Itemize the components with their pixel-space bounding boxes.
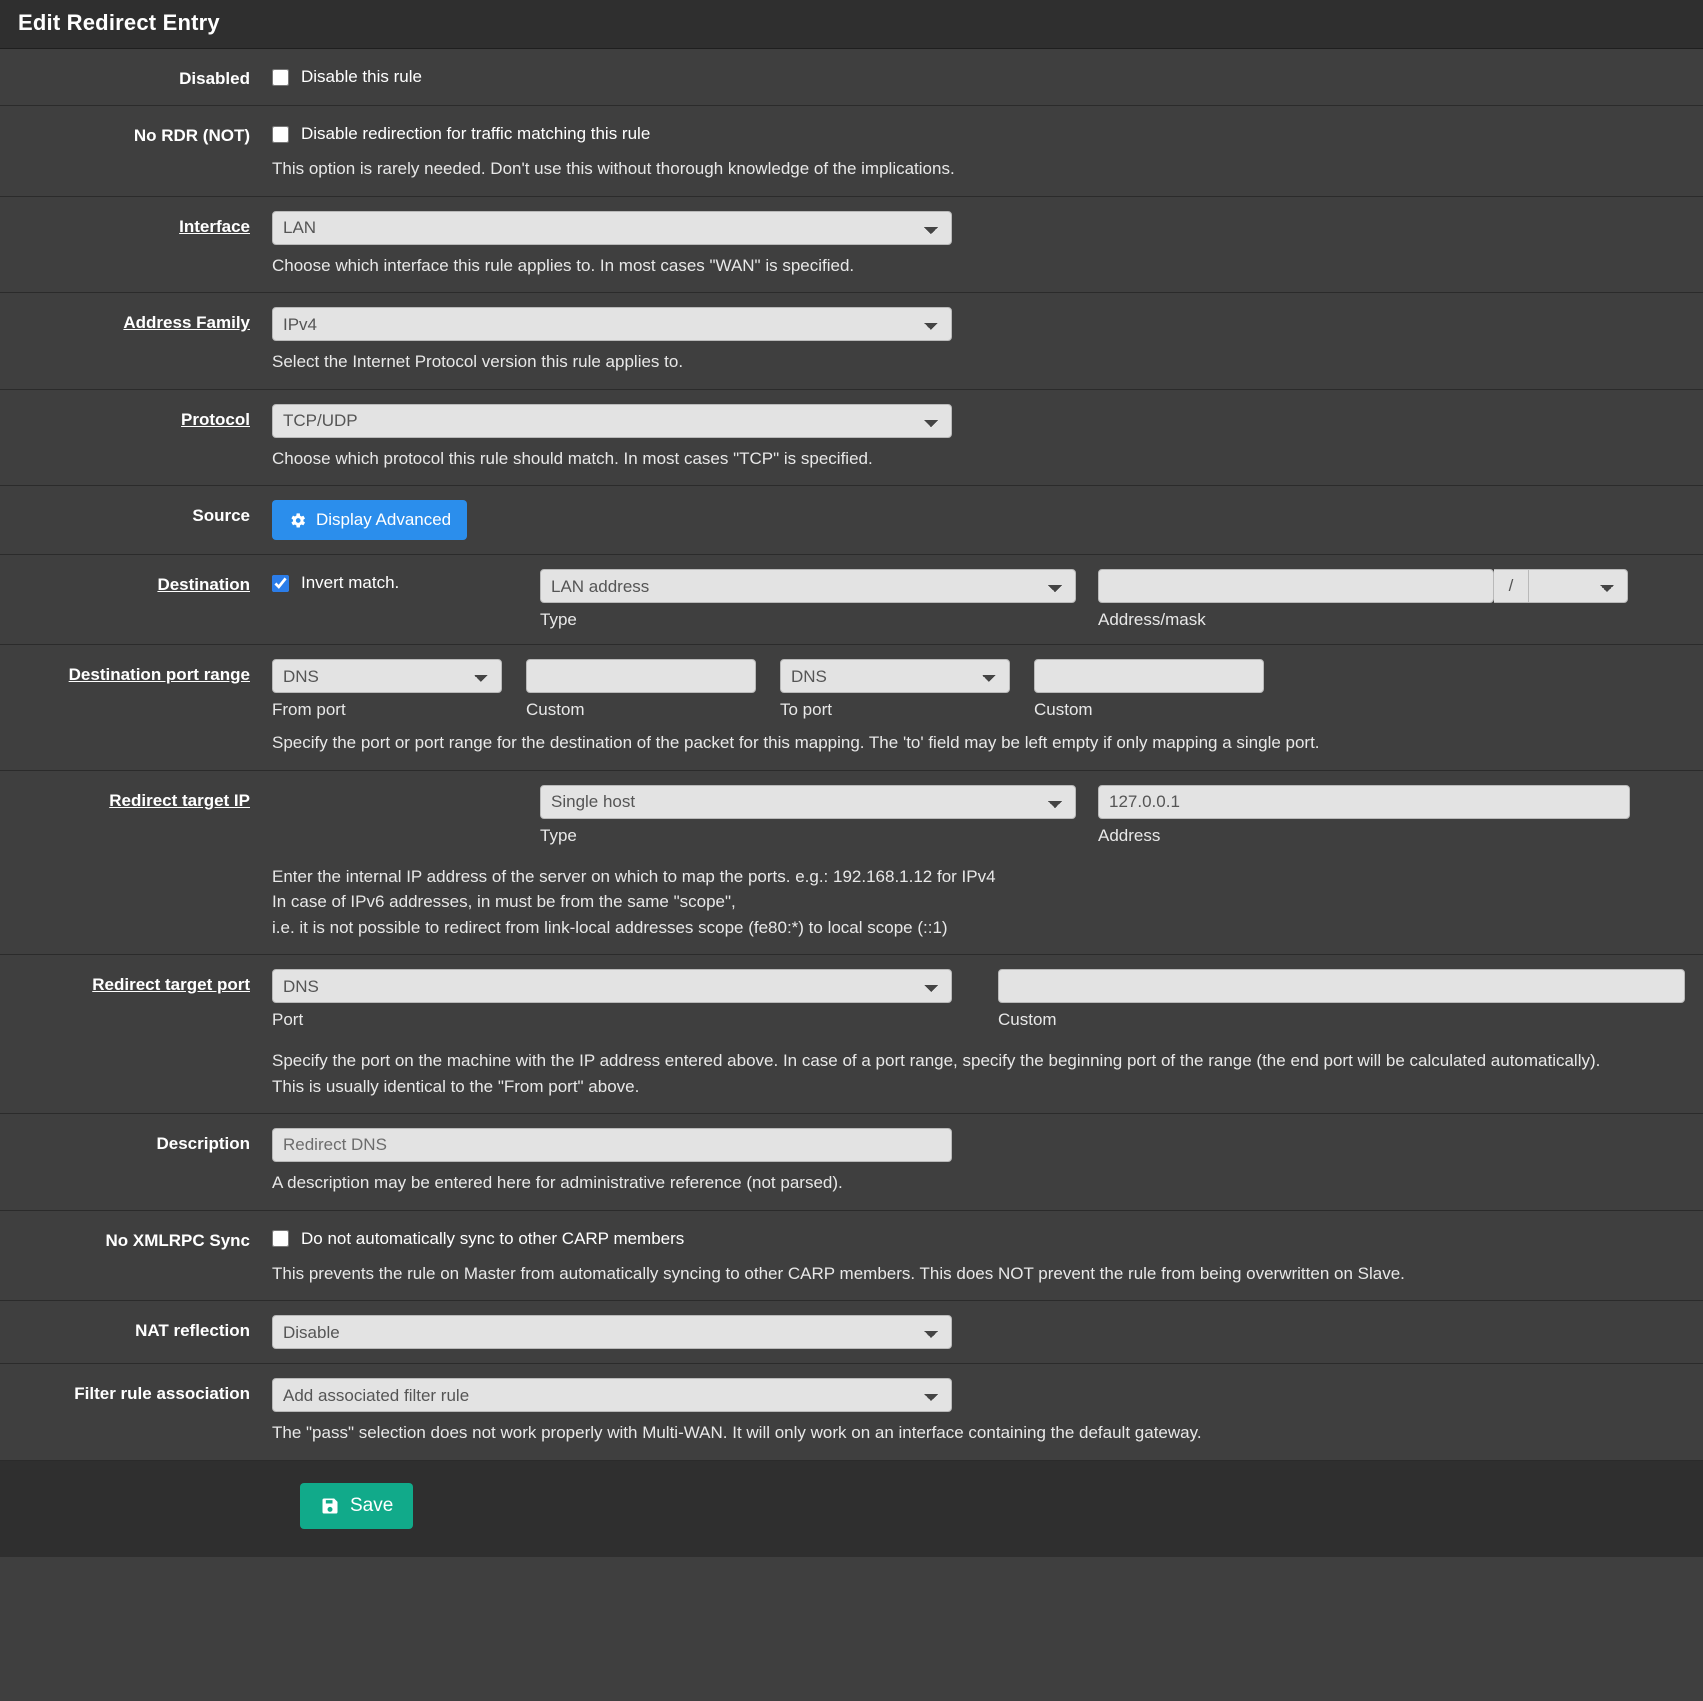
no-xmlrpc-help: This prevents the rule on Master from automatically syncing to other CARP members. This does NOT prevent the rule from being overwritten on Slave. — [272, 1263, 1405, 1283]
no-xmlrpc-label: Do not automatically sync to other CARP members — [301, 1228, 685, 1248]
destination-address-input[interactable] — [1098, 569, 1494, 603]
address-family-label-link[interactable]: Address Family — [123, 313, 250, 332]
row-source — [0, 486, 1703, 555]
row-description — [0, 1114, 1703, 1211]
destination-type-caption: Type — [540, 610, 577, 629]
redirect-target-ip-address-input[interactable] — [1098, 785, 1630, 819]
redirect-target-ip-help-1: Enter the internal IP address of the server on which to map the ports. e.g.: 192.168.1.12 for IPv4 — [272, 866, 996, 886]
disable-rule-checkbox[interactable] — [272, 69, 289, 86]
no-rdr-help: This option is rarely needed. Don't use this without thorough knowledge of the implications. — [272, 159, 955, 178]
row-protocol — [0, 390, 1703, 487]
label-no-xmlrpc-sync: No XMLRPC Sync — [105, 1230, 250, 1250]
display-advanced-label: Display Advanced — [316, 510, 452, 529]
redirect-target-port-help-1: Specify the port on the machine with the IP address entered above. In case of a port range, specify the beginning port of the range (the end port will be calculated automatically). — [272, 1051, 1601, 1070]
destination-port-range-label-link[interactable]: Destination port range — [68, 665, 250, 684]
label-nat-reflection: NAT reflection — [135, 1321, 250, 1340]
row-interface — [0, 197, 1703, 294]
row-filter-rule-association — [0, 1364, 1703, 1461]
protocol-select[interactable] — [272, 404, 952, 438]
interface-label-link[interactable]: Interface — [179, 216, 250, 236]
footer-spacer — [0, 1483, 300, 1529]
filter-rule-association-help: The "pass" selection does not work properly with Multi-WAN. It will only work on an interface containing the default gateway. — [272, 1423, 1202, 1442]
destination-port-range-help: Specify the port or port range for the destination of the packet for this mapping. The 'to' field may be left empty if only mapping a single port. — [272, 733, 1320, 752]
label-address-family — [0, 307, 272, 375]
address-family-select[interactable] — [272, 307, 952, 341]
row-address-family — [0, 293, 1703, 390]
save-button[interactable] — [300, 1483, 413, 1529]
panel-title: Edit Redirect Entry — [0, 0, 1703, 49]
redirect-target-port-label-link[interactable]: Redirect target port — [92, 975, 250, 994]
floppy-disk-icon — [320, 1496, 340, 1516]
to-port-custom-input[interactable] — [1034, 659, 1264, 693]
label-redirect-target-port — [0, 969, 272, 1099]
display-advanced-button[interactable] — [272, 500, 467, 540]
protocol-label-link[interactable]: Protocol — [181, 409, 250, 429]
from-port-custom-caption: Custom — [526, 700, 585, 719]
redirect-target-ip-address-caption: Address — [1098, 825, 1161, 845]
invert-match-label: Invert match. — [301, 573, 400, 592]
redirect-target-port-caption: Port — [272, 1010, 304, 1029]
save-button-label: Save — [350, 1494, 394, 1516]
row-disabled — [0, 49, 1703, 106]
label-disabled: Disabled — [179, 69, 250, 88]
invert-match-checkbox-line[interactable] — [272, 569, 518, 597]
label-source: Source — [192, 506, 250, 525]
redirect-target-ip-type-caption: Type — [540, 825, 577, 845]
gear-icon — [288, 511, 307, 530]
filter-rule-association-select[interactable] — [272, 1378, 952, 1412]
label-protocol — [0, 404, 272, 472]
redirect-target-ip-label-link[interactable]: Redirect target IP — [109, 790, 250, 810]
description-help: A description may be entered here for administrative reference (not parsed). — [272, 1173, 843, 1192]
redirect-target-port-custom-caption: Custom — [998, 1010, 1057, 1029]
to-port-select[interactable] — [780, 659, 1010, 693]
address-family-help: Select the Internet Protocol version this rule applies to. — [272, 352, 684, 371]
destination-label-link[interactable]: Destination — [157, 575, 250, 594]
no-rdr-checkbox-line[interactable] — [272, 120, 1685, 148]
to-port-caption: To port — [780, 700, 832, 719]
row-nat-reflection — [0, 1301, 1703, 1364]
destination-address-caption: Address/mask — [1098, 610, 1206, 629]
redirect-target-port-select[interactable] — [272, 969, 952, 1003]
redirect-target-ip-type-select[interactable] — [540, 785, 1076, 819]
interface-help: Choose which interface this rule applies to. In most cases "WAN" is specified. — [272, 255, 855, 275]
label-interface — [0, 211, 272, 279]
disable-rule-label: Disable this rule — [301, 67, 422, 86]
redirect-target-ip-help-3: i.e. it is not possible to redirect from link-local addresses scope (fe80:*) to local scope (::1) — [272, 917, 948, 937]
no-rdr-checkbox[interactable] — [272, 126, 289, 143]
label-filter-rule-association: Filter rule association — [74, 1384, 250, 1403]
form-footer — [0, 1461, 1703, 1557]
no-xmlrpc-checkbox[interactable] — [272, 1230, 289, 1247]
redirect-target-ip-help-2: In case of IPv6 addresses, in must be from the same "scope", — [272, 892, 736, 911]
from-port-custom-input[interactable] — [526, 659, 756, 693]
label-no-rdr: No RDR (NOT) — [133, 126, 250, 145]
redirect-target-port-custom-input[interactable] — [998, 969, 1685, 1003]
description-input[interactable] — [272, 1128, 952, 1162]
row-no-rdr — [0, 106, 1703, 197]
nat-reflection-select[interactable] — [272, 1315, 952, 1349]
no-rdr-label: Disable redirection for traffic matching this rule — [301, 124, 651, 143]
from-port-select[interactable] — [272, 659, 502, 693]
label-description: Description — [156, 1134, 250, 1153]
protocol-help: Choose which protocol this rule should match. In most cases "TCP" is specified. — [272, 448, 873, 468]
label-redirect-target-ip — [0, 785, 272, 941]
label-destination-port-range — [0, 659, 272, 756]
to-port-custom-caption: Custom — [1034, 700, 1093, 719]
row-redirect-target-port — [0, 955, 1703, 1114]
destination-mask-select[interactable] — [1528, 569, 1628, 603]
redirect-target-port-help-2: This is usually identical to the "From port" above. — [272, 1076, 640, 1096]
invert-match-checkbox[interactable] — [272, 575, 289, 592]
row-no-xmlrpc-sync — [0, 1211, 1703, 1302]
from-port-caption: From port — [272, 700, 346, 719]
no-xmlrpc-checkbox-line[interactable] — [272, 1225, 1685, 1253]
destination-type-select[interactable] — [540, 569, 1076, 603]
label-destination — [0, 569, 272, 630]
interface-select[interactable] — [272, 211, 952, 245]
row-destination-port-range — [0, 645, 1703, 771]
row-destination — [0, 555, 1703, 645]
destination-mask-separator: / — [1494, 569, 1528, 603]
row-redirect-target-ip — [0, 771, 1703, 956]
disable-rule-checkbox-line[interactable] — [272, 63, 1685, 91]
